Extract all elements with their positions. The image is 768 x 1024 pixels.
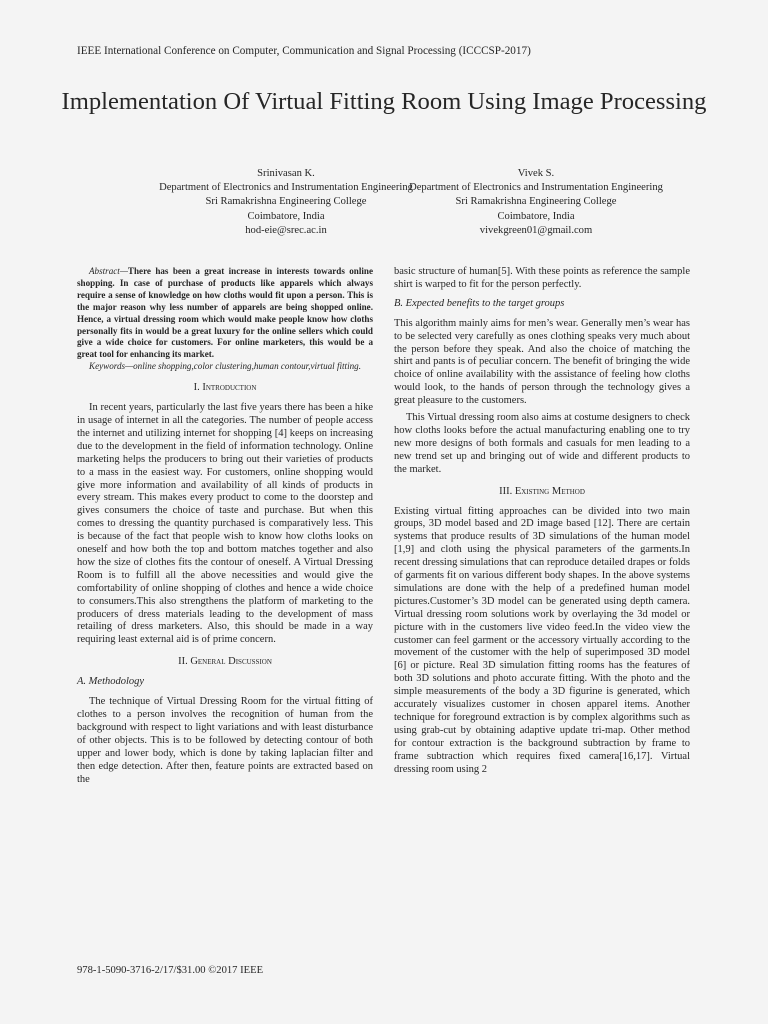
author-department: Department of Electronics and Instrumentation Engineering — [159, 182, 413, 194]
subsection-heading-benefits: B. Expected benefits to the target groups — [394, 297, 565, 309]
abstract-text: There has been a great increase in interests towards online shopping. In case of purchase of products like apparels which always require a sense of knowledge on how cloths would fit upon a person. This is the major reason why less number of apparels are being shopped online. Hence, a virtual dressing room which would make people know how cloths personally fits in would be a great luxury for the online sellers which could give a wide choice for customers. For online marketers, this would be a great tool for enhancing its market. — [77, 266, 373, 360]
author-name: Vivek S. — [517, 168, 555, 179]
paper-title: Implementation Of Virtual Fitting Room Using Image Processing — [61, 88, 707, 115]
introduction-paragraph: In recent years, particularly the last five years there has been a hike in usage of internet in all the categories. The number of people access the internet and utilizing internet for shopping [4] keeps on increasing due to the development in the field of information technology. Online marketing helps the producers to bring out their varieties of products to a mass in the easiest way. For customers, online shopping would give more information and availability of all kinds of products in every stream. This makes every product to come to the doorstep and gives consumers the choice of taste and purchase. But when this comes to dressing the quantity purchased is comparatively less. This is because of the fact that people wish to know how cloths looks on oneself and how both the top and bottom matches together and also how the size of clothes fits the contour of oneself. A Virtual Dressing Room is to fulfill all the above necessities and would give the comfortability of online shopping of clothes and hence a wide choice to consumers.This also strengthens the platform of marketing to the producers of dress materials leading to the development of mass retailing of dress marketers. Also, this should be made in a way requiring least external aid is of prime concern. — [77, 402, 373, 646]
section-heading-introduction: I. Introduction — [193, 382, 257, 394]
author-department: Department of Electronics and Instrumentation Engineering — [409, 182, 663, 194]
methodology-continued: basic structure of human[5]. With these points as reference the sample shirt is warped to fit for the person perfectly. — [394, 266, 690, 290]
author-block-1 — [149, 167, 423, 238]
conference-header: IEEE International Conference on Computer, Communication and Signal Processing (ICCCSP-2017) — [77, 45, 531, 57]
section-heading-existing-method: III. Existing Method — [499, 485, 585, 497]
author-institution: Sri Ramakrishna Engineering College — [205, 196, 367, 208]
author-email: hod-eie@srec.ac.in — [245, 224, 327, 236]
abstract — [77, 266, 373, 361]
author-name: Srinivasan K. — [257, 168, 315, 179]
abstract-label: Abstract— — [89, 266, 128, 276]
right-column — [394, 266, 690, 777]
methodology-paragraph: The technique of Virtual Dressing Room for the virtual fitting of clothes to a person involves the recognition of human from the background with respect to light variations and with least disturbance of other objects. This is to be followed by detecting contour of both upper and lower body, which is done by taking laplacian filter and then edge detection. After then, feature points are extracted based on the — [77, 696, 373, 785]
keywords: Keywords—online shopping,color clustering,human contour,virtual fitting. — [89, 361, 361, 372]
subsection-heading-methodology: A. Methodology — [77, 676, 145, 688]
author-location: Coimbatore, India — [497, 210, 575, 222]
left-column — [77, 266, 373, 786]
author-email: vivekgreen01@gmail.com — [479, 224, 593, 236]
section-heading-general-discussion: II. General Discussion — [178, 656, 272, 668]
copyright-footer: 978-1-5090-3716-2/17/$31.00 ©2017 IEEE — [77, 965, 264, 976]
benefits-paragraph-2: This Virtual dressing room also aims at costume designers to check how cloths looks before the actual manufacturing enabling one to try new more designs of both formals and casuals for men leading to a new trend set up and bringing out of wide and different products to the market. — [394, 412, 690, 475]
existing-method-paragraph: Existing virtual fitting approaches can be divided into two main groups, 3D model based and 2D image based [12]. There are certain systems that produce results of 3D simulations of the human model [1,9] and cloth using the physical parameters of the garments.In recent dressing simulations that can reproduce detailed drapes or folds of garments fit on various different body shapes. In the above systems simulations are done with the help of a predefined human model pictures.Customer’s 3D model can be generated using depth camera. Virtual dressing room solutions work by overlaying the 3d model or picture with in the customers live video feed.In the video view the customer can feel garment or the accessory virtually according to the movement of the customer with the help of superimposed 3D model [6] or picture. Real 3D simulation fitting rooms has the features of both 3D solutions and photo accurate fitting. With the photo and the simple measurements of the body a 3D figurine is generated, which accurately visualizes customer in chosen apparel items. Another technique for foreground extraction is by complex algorithms such as using grab-cut by obtaining adaptive update tri-map. Other method for contour extraction is the background subtraction by frame to frame subtraction which requires fixed camera[16,17]. Virtual dressing room using 2 — [394, 505, 690, 775]
benefits-paragraph-1: This algorithm mainly aims for men’s wear. Generally men’s wear has to be selected very carefully as ones clothing speaks very much about the person before they speak. And also the choice of matching the shirt and pants is of peculiar concern. The benefit of bringing the wide choice of online availability with the assistance of feeling how cloths would look, to the hands of person through the technology gives a great pleasure to the customers. — [394, 317, 690, 407]
author-block-2 — [396, 167, 676, 238]
author-institution: Sri Ramakrishna Engineering College — [455, 196, 617, 208]
author-location: Coimbatore, India — [247, 210, 325, 222]
